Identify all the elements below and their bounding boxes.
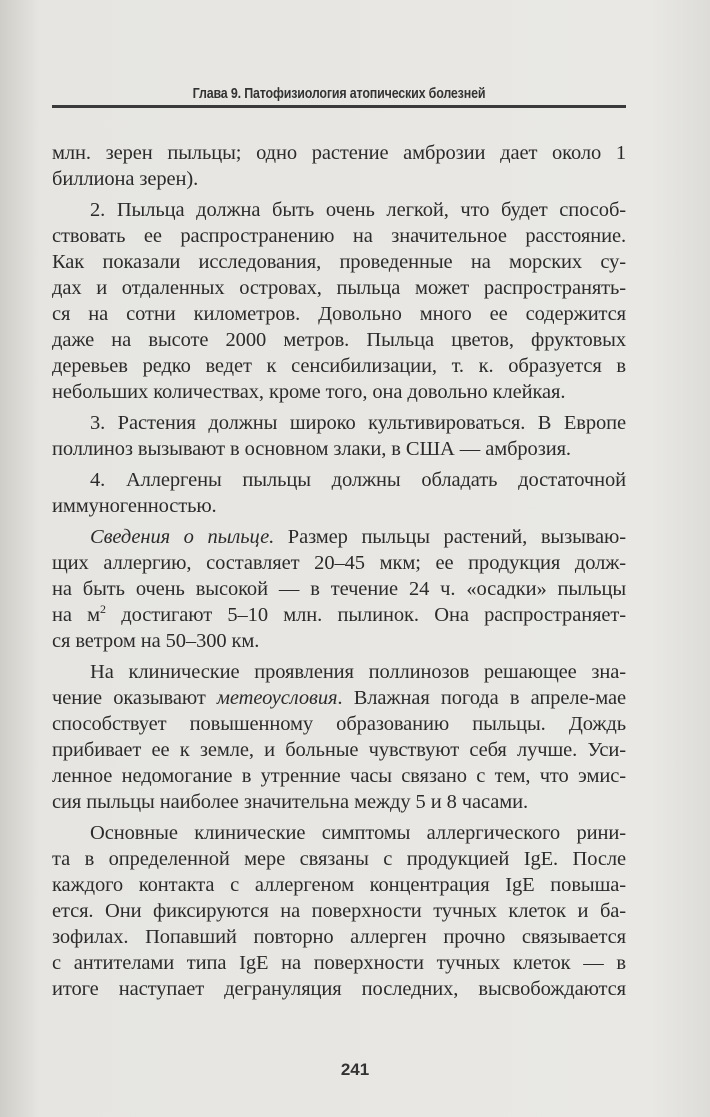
running-header: Глава 9. Патофизиология атопических болезней — [192, 86, 486, 102]
text-line: сия пыльцы наиболее значительна между 5 и 8 часами. — [52, 791, 528, 813]
text-run: Размер пыльцы растений, вызываю- — [274, 526, 626, 548]
text-line: Основные клинические симптомы аллергического рини- — [90, 822, 626, 844]
text-line — [52, 685, 626, 711]
text-line: щих аллергию, составляет 20–45 мкм; ее продукция долж- — [52, 552, 626, 574]
text-line: 3. Растения должны широко культивироваться. В Европе — [90, 412, 626, 434]
text-line: деревьев редко ведет к сенсибилизации, т. к. образуется в — [52, 355, 626, 377]
text-line: каждого контакта с аллергеном концентрация IgE повыша- — [52, 874, 626, 896]
page-number: 241 — [340, 1060, 370, 1079]
body-text — [52, 140, 626, 1002]
text-line: ствовать ее распространению на значительное расстояние. — [52, 225, 626, 247]
text-line: на быть очень высокой — в течение 24 ч. «осадки» пыльцы — [52, 578, 626, 600]
text-line: ленное недомогание в утренние часы связано с тем, что эмис- — [52, 765, 626, 787]
text-line: итоге наступает дегрануляция последних, высвобождаются — [52, 978, 626, 1000]
header-rule — [52, 105, 626, 108]
text-run: достигают 5–10 млн. пылинок. Она распространяет- — [105, 604, 626, 626]
text-run: на м — [52, 604, 101, 626]
text-line: На клинические проявления поллинозов решающее зна- — [90, 661, 626, 683]
text-line: млн. зерен пыльцы; одно растение амброзии дает около 1 — [52, 142, 626, 164]
text-line: с антителами типа IgE на поверхности тучных клеток — в — [52, 952, 626, 974]
text-line — [52, 524, 626, 550]
text-line: та в определенной мере связаны с продукцией IgE. После — [52, 848, 626, 870]
text-line: даже на высоте 2000 метров. Пыльца цветов, фруктовых — [52, 329, 626, 351]
text-line: ется. Они фиксируются на поверхности тучных клеток и ба- — [52, 900, 626, 922]
text-line: способствует повышенному образованию пыльцы. Дождь — [52, 713, 626, 735]
text-line: иммуногенностью. — [52, 495, 217, 517]
text-line: поллиноз вызывают в основном злаки, в США — амброзия. — [52, 438, 571, 460]
text-line: прибивает ее к земле, и больные чувствуют себя лучше. Уси- — [52, 739, 626, 761]
text-line: 2. Пыльца должна быть очень легкой, что будет способ- — [90, 199, 626, 221]
text-run: чение оказывают — [52, 687, 217, 709]
italic-lead: Сведения о пыльце. — [90, 526, 275, 548]
text-run: . Влажная погода в апреле-мае — [337, 687, 626, 709]
text-line: небольших количествах, кроме того, она довольно клейкая. — [52, 381, 566, 403]
text-line — [52, 602, 626, 628]
text-line: 4. Аллергены пыльцы должны обладать достаточной — [90, 469, 626, 491]
text-line: Как показали исследования, проведенные на морских су- — [52, 251, 626, 273]
text-line: дах и отдаленных островах, пыльца может распространять- — [52, 277, 626, 299]
text-line: ся ветром на 50–300 км. — [52, 630, 260, 652]
text-line: биллиона зерен). — [52, 168, 199, 190]
superscript: 2 — [100, 602, 106, 616]
text-line: ся на сотни километров. Довольно много ее содержится — [52, 303, 626, 325]
italic-term: метеоусловия — [216, 687, 338, 709]
text-line: зофилах. Попавший повторно аллерген прочно связывается — [52, 926, 626, 948]
